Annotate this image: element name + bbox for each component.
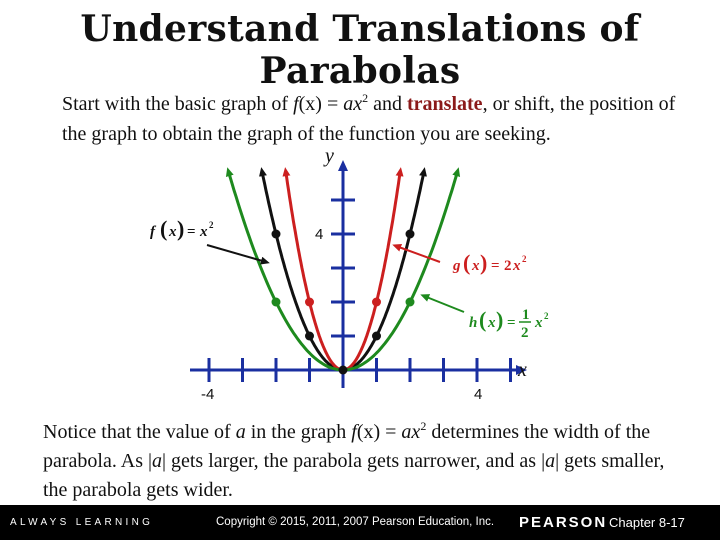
copyright-notice: Copyright © 2015, 2011, 2007 Pearson Education, Inc. xyxy=(216,516,495,528)
label-var: x xyxy=(488,315,496,331)
data-point xyxy=(272,298,281,307)
label-paren: ( xyxy=(160,216,168,241)
label-paren: ) xyxy=(177,216,185,241)
label-rhs: x xyxy=(200,224,208,240)
always-learning-tagline: ALWAYS LEARNING xyxy=(10,517,154,528)
data-point xyxy=(406,298,415,307)
data-point xyxy=(372,332,381,341)
intro-paragraph: Start with the basic graph of $f(x) = ax^2$ and translate, or shift, the position of the graph to obtain the graph of the function you are seeking. xyxy=(62,91,676,145)
notice-paragraph: Notice that the value of a in the graph $f(x) = ax^2$ determines the width of the parabola. As |a| gets larger, the parabola gets narrower, and as |a| gets smaller, the parabola gets wider. xyxy=(43,419,665,501)
label-paren: ) xyxy=(480,250,488,275)
label-var: x xyxy=(169,224,177,240)
y-axis-label: y xyxy=(325,145,334,167)
label-paren: ( xyxy=(479,307,487,332)
x-tick-label: -4 xyxy=(201,386,215,403)
function-label-f: f xyxy=(150,224,155,240)
label-coef: 2 xyxy=(504,258,512,274)
label-frac-num: 1 xyxy=(522,307,530,323)
x-axis-label: x xyxy=(518,359,527,381)
function-label-g: g xyxy=(453,258,461,274)
label-paren: ( xyxy=(463,250,471,275)
label-eq: = xyxy=(507,315,516,331)
function-label-h: h xyxy=(469,315,478,331)
label-exp: 2 xyxy=(544,311,549,321)
chapter-page-number: Chapter 8-17 xyxy=(609,515,685,530)
label-rhs: x xyxy=(535,315,543,331)
x-tick-label: 4 xyxy=(474,386,483,403)
pointer-arrow xyxy=(207,245,266,262)
data-point xyxy=(406,230,415,239)
label-exp: 2 xyxy=(522,254,527,264)
slide-title: Understand Translations of Parabolas xyxy=(80,8,640,92)
data-point xyxy=(372,298,381,307)
data-point xyxy=(305,298,314,307)
footer-bar xyxy=(0,505,720,540)
label-paren: ) xyxy=(496,307,504,332)
label-eq: = xyxy=(187,224,196,240)
translate-keyword: translate xyxy=(407,93,483,115)
label-rhs: x xyxy=(513,258,521,274)
y-tick-label: 4 xyxy=(315,226,324,243)
label-exp: 2 xyxy=(209,220,214,230)
label-eq: = xyxy=(491,258,500,274)
pointer-arrow xyxy=(424,296,464,312)
label-frac-den: 2 xyxy=(521,325,529,341)
data-point xyxy=(305,332,314,341)
data-point xyxy=(272,230,281,239)
vertex-point xyxy=(339,366,348,375)
label-var: x xyxy=(472,258,480,274)
pearson-logo: PEARSON xyxy=(519,514,608,531)
